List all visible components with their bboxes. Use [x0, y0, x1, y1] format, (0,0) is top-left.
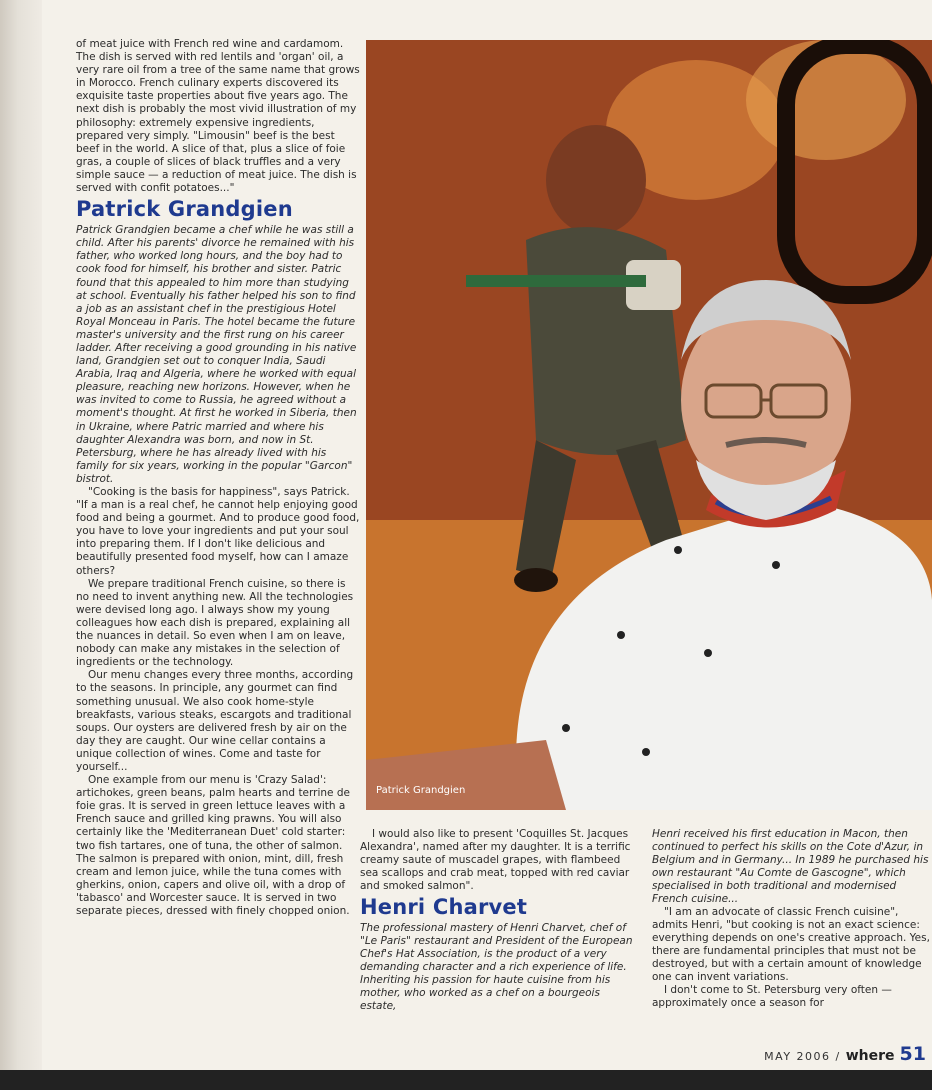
photo-caption: Patrick Grandgien: [376, 785, 466, 796]
henri-intro-continued: Henri received his first education in Macon, then continued to perfect his skills on the Cote d'Azur, in Belgium and in Germany... In 1989 he purchased his own restaurant "Au Comte de Gascogne", which specialised in both traditional and modernised French cuisine...: [652, 828, 929, 905]
middle-column: [360, 828, 636, 1013]
right-column: [652, 828, 930, 1010]
left-paragraph-2: We prepare traditional French cuisine, so there is no need to invent anything new. All the technologies were devised long ago. I always show my young colleagues how each dish is prepared, explaining all the nuances in detail. So even when I am on leave, nobody can make any mistakes in the selection of ingredients or the technology.: [76, 577, 354, 669]
patrick-intro: Patrick Grandgien became a chef while he was still a child. After his parents' divorce he remained with his father, who worked long hours, and the boy had to cook food for himself, his brother and sister. Patric found that this appealed to him more than studying at school. Eventually his father helped his son to find a job as an assistant chef in the prestigious Hotel Royal Monceau in Paris. The hotel became the future master's university and the first rung on his career ladder. After receiving a good grounding in his native land, Grandgien set out to conquer India, Saudi Arabia, Iraq and Algeria, where he worked with equal pleasure, reaching new horizons. However, when he was invited to come to Russia, he agreed without a moment's thought. At first he worked in Siberia, then in Ukraine, where Patric married and where his daughter Alexandra was born, and now in St. Petersburg, where he has already lived with his family for six years, working in the popular "Garcon" bistrot.: [76, 224, 357, 485]
heading-henri-charvet: Henri Charvet: [360, 895, 528, 919]
henri-intro: The professional mastery of Henri Charvet, chef of "Le Paris" restaurant and President of the European Chef's Hat Association, is the product of a very demanding character and a rich experience of life. Inheriting his passion for haute cuisine from his mother, who worked as a chef on a bourgeois estate,: [360, 922, 633, 1012]
footer-date: MAY 2006 /: [764, 1050, 841, 1063]
left-paragraph-continued: of meat juice with French red wine and cardamom. The dish is served with red lentils and 'organ' oil, a very rare oil from a tree of the same name that grows in Morocco. French culinary experts discovered its exquisite taste properties about five years ago. The next dish is probably the most vivid illustration of my philosophy: extremely expensive ingredients, prepared very simply. "Limousin" beef is the best beef in the world. A slice of that, plus a slice of foie gras, a couple of slices of black truffles and a very simple sauce — a reduction of meat juice. The dish is served with confit potatoes...": [76, 38, 360, 195]
page-footer: [764, 1043, 926, 1065]
right-paragraph-2: I don't come to St. Petersburg very often — approximately once a season for: [652, 984, 892, 1009]
chef-photo: [366, 40, 932, 810]
left-column: [76, 38, 360, 918]
left-paragraph-3: Our menu changes every three months, according to the seasons. In principle, any gourmet can find something unusual. We also cook home-style breakfasts, various steaks, escargots and traditional soups. Our oysters are delivered fresh by air on the day they are caught. Our wine cellar contains a unique collection of wines. Come and taste for yourself...: [76, 669, 354, 773]
page-gutter: [0, 0, 42, 1070]
footer-brand: where: [845, 1048, 895, 1064]
left-paragraph-1: "Cooking is the basis for happiness", says Patrick. "If a man is a real chef, he cannot help enjoying good food and being a gourmet. And to produce good food, you have to love your ingredients and put your soul into preparing them. If I don't like delicious and beautifully presented food myself, how can I amaze others?: [76, 486, 360, 577]
middle-paragraph-1: I would also like to present 'Coquilles St. Jacques Alexandra', named after my daughter. It is a terrific creamy saute of muscadel grapes, with flambeed sea scallops and crab meat, topped with red caviar and smoked salmon".: [360, 828, 631, 892]
left-paragraph-4: One example from our menu is 'Crazy Salad': artichokes, green beans, palm hearts and terrine de foie gras. It is served in green lettuce leaves with a French sauce and grilled king prawns. You will also certainly like the 'Mediterranean Duet' cold starter: two fish tartares, one of tuna, the other of salmon. The salmon is prepared with onion, mint, dill, fresh cream and lemon juice, while the tuna comes with gherkins, onion, capers and olive oil, with a drop of 'tabasco' and Worcester sauce. It is served in two separate pieces, dressed with finely chopped onion.: [76, 774, 350, 917]
chef-illustration: [366, 40, 932, 810]
heading-patrick-grandgien: Patrick Grandgien: [76, 197, 293, 222]
page-number: 51: [899, 1043, 926, 1065]
right-paragraph-1: "I am an advocate of classic French cuisine", admits Henri, "but cooking is not an exact science: everything depends on one's creative approach. Yes, there are fundamental principles that must not be destroyed, but with a certain amount of knowledge one can invent variations.: [652, 906, 930, 983]
